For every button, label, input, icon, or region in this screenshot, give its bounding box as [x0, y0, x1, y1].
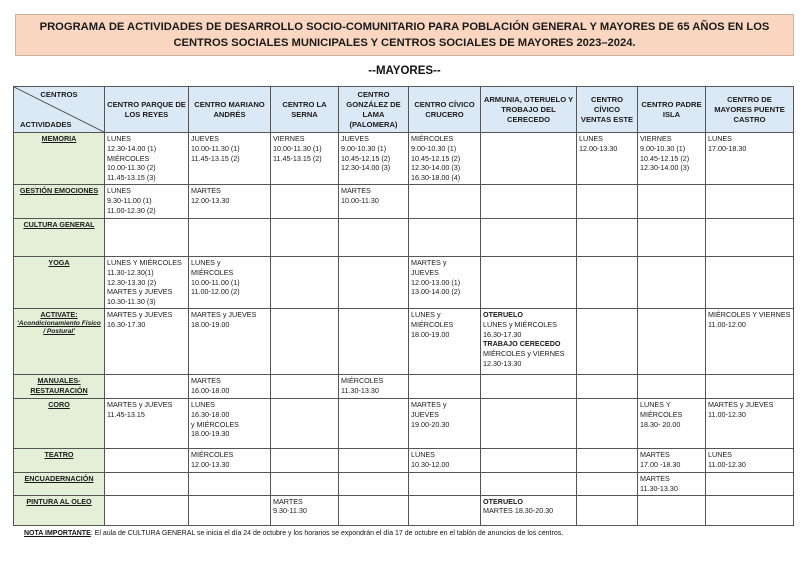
schedule-cell: [189, 375, 271, 399]
schedule-line: 10.45-12.15 (2): [411, 153, 461, 163]
schedule-cell: [189, 473, 271, 496]
schedule-line: MIÉRCOLES: [411, 319, 454, 329]
schedule-cell: [409, 185, 481, 219]
important-note: [24, 530, 563, 537]
schedule-line: 11.30-13.30: [341, 385, 379, 395]
column-header: CENTRO LA SERNA: [271, 87, 339, 133]
schedule-line: VIERNES: [640, 134, 672, 143]
schedule-cell: [481, 257, 577, 309]
schedule-line: LUNES: [579, 134, 603, 143]
schedule-line: 10.00-11.30 (2): [107, 163, 156, 173]
schedule-line: 13.00-14.00 (2): [411, 287, 461, 297]
title-line-1: PROGRAMA DE ACTIVIDADES DE DESARROLLO SOCIO-COMUNITARIO PARA POBLACIÓN GENERAL Y MAYORES DE 65 AÑOS EN LOS: [39, 21, 770, 33]
activity-name: GESTIÓN EMOCIONES: [19, 186, 99, 195]
schedule-line: OTERUELO: [483, 310, 523, 319]
schedule-line: 12.30-14.00 (3): [411, 163, 461, 173]
schedule-line: 10.45-12.15 (2): [341, 153, 391, 163]
schedule-cell: [105, 399, 189, 449]
schedule-cell: [706, 399, 794, 449]
table-row: [14, 449, 794, 473]
schedule-cell: [706, 449, 794, 473]
activity-label: [14, 399, 105, 449]
section-subtitle: --MAYORES--: [368, 65, 441, 77]
schedule-line: MIÉRCOLES: [191, 450, 234, 459]
activity-name: CORO: [48, 400, 70, 409]
schedule-cell: [409, 375, 481, 399]
schedule-cell: [409, 495, 481, 525]
schedule-cell: [339, 257, 409, 309]
schedule-cell: [409, 133, 481, 185]
schedule-line: 11.00-12.00 (2): [191, 287, 240, 297]
note-label: NOTA IMPORTANTE: [24, 530, 91, 537]
corner-label-centros: CENTROS: [40, 90, 78, 99]
schedule-cell: [105, 185, 189, 219]
schedule-line: 11.30-13.30: [640, 483, 678, 493]
schedule-line: 11.00-12.00: [708, 319, 746, 329]
column-header: CENTRO PARQUE DE LOS REYES: [105, 87, 189, 133]
schedule-line: y MIÉRCOLES: [191, 419, 239, 429]
schedule-line: 10.30-12.00: [411, 459, 450, 469]
schedule-line: 11.45-13.15 (2): [273, 153, 322, 163]
schedule-line: 10.45-12.15 (2): [640, 153, 690, 163]
schedule-cell: [638, 309, 706, 375]
schedule-line: MARTES 18.30-20.30: [483, 506, 554, 516]
column-header: CENTRO CÍVICO VENTAS ESTE: [577, 87, 638, 133]
schedule-cell: [577, 257, 638, 309]
activity-label: [14, 185, 105, 219]
schedule-cell: [706, 219, 794, 257]
schedule-cell: [481, 309, 577, 375]
schedule-line: 12.00-13.30: [579, 143, 618, 153]
schedule-cell: [105, 133, 189, 185]
schedule-cell: [189, 133, 271, 185]
schedule-line: MIÉRCOLES: [191, 267, 234, 277]
schedule-line: 16.30-17.30: [107, 319, 146, 329]
schedule-cell: [105, 449, 189, 473]
schedule-line: MARTES: [640, 450, 670, 459]
schedule-line: 11.45-13.15: [107, 409, 145, 419]
schedule-cell: [481, 399, 577, 449]
schedule-cell: [271, 219, 339, 257]
schedule-cell: [706, 133, 794, 185]
schedule-line: JUEVES: [411, 409, 439, 419]
schedule-line: 11.00-12.30: [708, 459, 746, 469]
schedule-cell: [409, 449, 481, 473]
schedule-cell: [189, 219, 271, 257]
schedule-line: 11.45-13.15 (2): [191, 153, 240, 163]
schedule-line: 16.30-18.00 (4): [411, 173, 461, 183]
schedule-cell: [638, 133, 706, 185]
schedule-line: 10.30-11.30 (3): [107, 297, 156, 307]
column-header: CENTRO DE MAYORES PUENTE CASTRO: [706, 87, 794, 133]
schedule-cell: [271, 473, 339, 496]
schedule-cell: [577, 449, 638, 473]
schedule-cell: [105, 473, 189, 496]
schedule-cell: [409, 257, 481, 309]
schedule-cell: [339, 309, 409, 375]
schedule-line: MIÉRCOLES: [411, 134, 454, 143]
schedule-line: 16.30-18.00: [191, 409, 230, 419]
schedule-line: 12.30-13.30: [483, 358, 522, 368]
schedule-cell: [638, 473, 706, 496]
schedule-cell: [409, 399, 481, 449]
schedule-line: 9.00-10.30 (1): [341, 143, 387, 153]
schedule-cell: [577, 133, 638, 185]
schedule-cell: [706, 257, 794, 309]
schedule-cell: [339, 399, 409, 449]
schedule-line: 9.00-10.30 (1): [411, 143, 457, 153]
table-row: [14, 399, 794, 449]
schedule-cell: [638, 257, 706, 309]
schedule-line: 12.30-13.30 (2): [107, 277, 157, 287]
schedule-cell: [638, 375, 706, 399]
schedule-line: 11.45-13.15 (3): [107, 173, 156, 183]
schedule-line: OTERUELO: [483, 496, 523, 506]
activity-name: ACTIVATE:: [40, 310, 78, 319]
activity-label: [14, 375, 105, 399]
activity-name: MEMORIA: [41, 134, 77, 143]
schedule-cell: [105, 219, 189, 257]
schedule-cell: [105, 375, 189, 399]
schedule-line: LUNES y: [411, 310, 441, 319]
schedule-line: 18.00-19.30: [191, 429, 230, 439]
schedule-cell: [638, 399, 706, 449]
activity-label: [14, 449, 105, 473]
column-header: CENTRO PADRE ISLA: [638, 87, 706, 133]
schedule-line: LUNES: [191, 400, 215, 409]
column-header: ARMUNIA, OTERUELO Y TROBAJO DEL CERECEDO: [481, 87, 577, 133]
table-row: [14, 257, 794, 309]
schedule-cell: [577, 185, 638, 219]
schedule-line: 11.30-12.30(1): [107, 267, 154, 277]
activity-name: YOGA: [48, 258, 70, 267]
schedule-line: JUEVES: [411, 267, 439, 277]
schedule-cell: [339, 219, 409, 257]
schedule-line: MARTES: [191, 186, 221, 195]
activity-label: [14, 257, 105, 309]
schedule-line: MIÉRCOLES Y VIERNES: [708, 310, 791, 319]
schedule-cell: [577, 375, 638, 399]
schedule-cell: [638, 185, 706, 219]
schedule-cell: [105, 257, 189, 309]
activity-subtitle: 'Acondicionamiento Físico / Postural': [17, 319, 101, 335]
schedule-line: LUNES Y MIÉRCOLES: [107, 258, 182, 267]
schedule-cell: [339, 133, 409, 185]
schedule-line: 17.00 -18.30: [640, 459, 681, 469]
schedule-line: 16.00-18.00: [191, 385, 230, 395]
table-row: [14, 219, 794, 257]
schedule-line: LUNES: [708, 134, 732, 143]
activity-label: [14, 495, 105, 525]
schedule-line: 10.00-11.30 (1): [191, 143, 240, 153]
schedule-line: 19.00-20.30: [411, 419, 450, 429]
schedule-cell: [271, 133, 339, 185]
schedule-line: MARTES y: [411, 258, 447, 267]
schedule-cell: [577, 219, 638, 257]
schedule-line: 11.00-12.30 (2): [107, 205, 156, 215]
activity-name: ENCUADERNACIÓN: [24, 474, 94, 483]
activity-label: [14, 133, 105, 185]
schedule-cell: [577, 495, 638, 525]
schedule-cell: [271, 495, 339, 525]
schedule-line: JUEVES: [191, 134, 219, 143]
schedule-cell: [339, 473, 409, 496]
schedule-line: 12.30-14.00 (1): [107, 143, 157, 153]
header-row: [14, 87, 794, 133]
schedule-cell: [577, 309, 638, 375]
schedule-line: 12.00-13.30: [191, 195, 230, 205]
schedule-cell: [577, 399, 638, 449]
schedule-cell: [577, 473, 638, 496]
schedule-cell: [481, 449, 577, 473]
schedule-cell: [706, 473, 794, 496]
schedule-line: 18.30- 20.00: [640, 419, 681, 429]
column-header: CENTRO MARIANO ANDRÉS: [189, 87, 271, 133]
schedule-line: MARTES: [341, 186, 371, 195]
schedule-line: 12.30-14.00 (3): [640, 163, 690, 173]
schedule-cell: [706, 375, 794, 399]
schedule-line: 9.30-11.30: [273, 506, 307, 516]
schedule-table: [13, 86, 794, 526]
schedule-line: 12.00-13.00 (1): [411, 277, 461, 287]
schedule-line: MIÉRCOLES: [640, 409, 683, 419]
schedule-line: LUNES: [107, 186, 131, 195]
schedule-line: LUNES: [708, 450, 732, 459]
corner-label-actividades: ACTIVIDADES: [20, 120, 72, 129]
schedule-line: MARTES y JUEVES: [107, 310, 173, 319]
schedule-line: 10.00-11.00 (1): [191, 277, 240, 287]
column-header: CENTRO GONZÁLEZ DE LAMA (PALOMERA): [339, 87, 409, 133]
schedule-cell: [339, 495, 409, 525]
activity-name: MANUALES-RESTAURACIÓN: [30, 376, 88, 396]
schedule-cell: [271, 185, 339, 219]
schedule-cell: [105, 495, 189, 525]
column-header: CENTRO CÍVICO CRUCERO: [409, 87, 481, 133]
table-row: [14, 375, 794, 399]
schedule-line: 16.30-17.30: [483, 329, 522, 339]
schedule-line: 11.00-12.30: [708, 409, 746, 419]
schedule-line: 9.00-10.30 (1): [640, 143, 686, 153]
schedule-cell: [189, 185, 271, 219]
table-row: [14, 185, 794, 219]
schedule-cell: [339, 375, 409, 399]
schedule-line: 17.00-18.30: [708, 143, 747, 153]
schedule-line: JUEVES: [341, 134, 369, 143]
schedule-line: MARTES y: [411, 400, 447, 409]
schedule-body: [14, 133, 794, 526]
schedule-line: MARTES: [191, 376, 221, 385]
schedule-line: MARTES y JUEVES: [708, 400, 774, 409]
schedule-cell: [706, 185, 794, 219]
schedule-cell: [481, 219, 577, 257]
schedule-line: MIÉRCOLES: [341, 376, 384, 385]
schedule-cell: [271, 257, 339, 309]
schedule-line: VIERNES: [273, 134, 305, 143]
schedule-line: MIÉRCOLES y VIERNES: [483, 349, 565, 359]
schedule-cell: [271, 375, 339, 399]
activity-name: CULTURA GENERAL: [23, 220, 95, 229]
schedule-cell: [189, 257, 271, 309]
activity-name: PINTURA AL OLEO: [26, 496, 92, 506]
schedule-cell: [339, 449, 409, 473]
schedule-cell: [409, 309, 481, 375]
schedule-line: MARTES y JUEVES: [191, 310, 257, 319]
schedule-cell: [481, 375, 577, 399]
schedule-cell: [481, 185, 577, 219]
schedule-line: 10.00-11.30: [341, 195, 379, 205]
schedule-line: MARTES: [640, 474, 670, 483]
activity-label: [14, 219, 105, 257]
schedule-cell: [409, 473, 481, 496]
schedule-cell: [271, 399, 339, 449]
activity-name: TEATRO: [44, 450, 74, 459]
schedule-line: LUNES: [107, 134, 131, 143]
schedule-cell: [706, 495, 794, 525]
title-line-2: CENTROS SOCIALES MUNICIPALES Y CENTROS SOCIALES DE MAYORES 2023–2024.: [173, 37, 636, 49]
schedule-cell: [271, 309, 339, 375]
schedule-line: LUNES y: [191, 258, 221, 267]
schedule-cell: [481, 495, 577, 525]
schedule-cell: [638, 449, 706, 473]
activity-label: [14, 473, 105, 496]
schedule-cell: [189, 309, 271, 375]
schedule-line: 18.00-19.00: [411, 329, 450, 339]
schedule-line: TRABAJO CERECEDO: [483, 339, 561, 349]
note-text: : El aula de CULTURA GENERAL se inicia el día 24 de octubre y los horarios se expondrán el día 17 de octubre en el tablón de anuncios de los centros.: [90, 530, 564, 537]
schedule-line: LUNES Y: [640, 400, 671, 409]
schedule-cell: [105, 309, 189, 375]
schedule-cell: [189, 399, 271, 449]
schedule-line: 9.30-11.00 (1): [107, 195, 152, 205]
schedule-line: MIÉRCOLES: [107, 153, 150, 163]
table-row: [14, 133, 794, 185]
schedule-cell: [409, 219, 481, 257]
schedule-cell: [481, 133, 577, 185]
schedule-line: LUNES: [411, 450, 435, 459]
schedule-line: MARTES y JUEVES: [107, 400, 173, 409]
schedule-cell: [189, 495, 271, 525]
schedule-cell: [638, 219, 706, 257]
schedule-line: 10.00-11.30 (1): [273, 143, 322, 153]
schedule-cell: [271, 449, 339, 473]
activity-label: [14, 309, 105, 375]
schedule-cell: [706, 309, 794, 375]
schedule-cell: [481, 473, 577, 496]
schedule-line: MARTES y JUEVES: [107, 287, 173, 297]
table-row: [14, 309, 794, 375]
corner-cell: [14, 87, 105, 133]
schedule-line: 18.00-19.00: [191, 319, 230, 329]
document-title-box: [15, 14, 794, 56]
schedule-line: 12.00-13.30: [191, 459, 230, 469]
schedule-cell: [638, 495, 706, 525]
schedule-line: MARTES: [273, 496, 303, 506]
schedule-cell: [189, 449, 271, 473]
schedule-cell: [339, 185, 409, 219]
table-row: [14, 495, 794, 525]
schedule-line: 12.30-14.00 (3): [341, 163, 391, 173]
schedule-line: LUNES y MIÉRCOLES: [483, 319, 557, 329]
table-row: [14, 473, 794, 496]
